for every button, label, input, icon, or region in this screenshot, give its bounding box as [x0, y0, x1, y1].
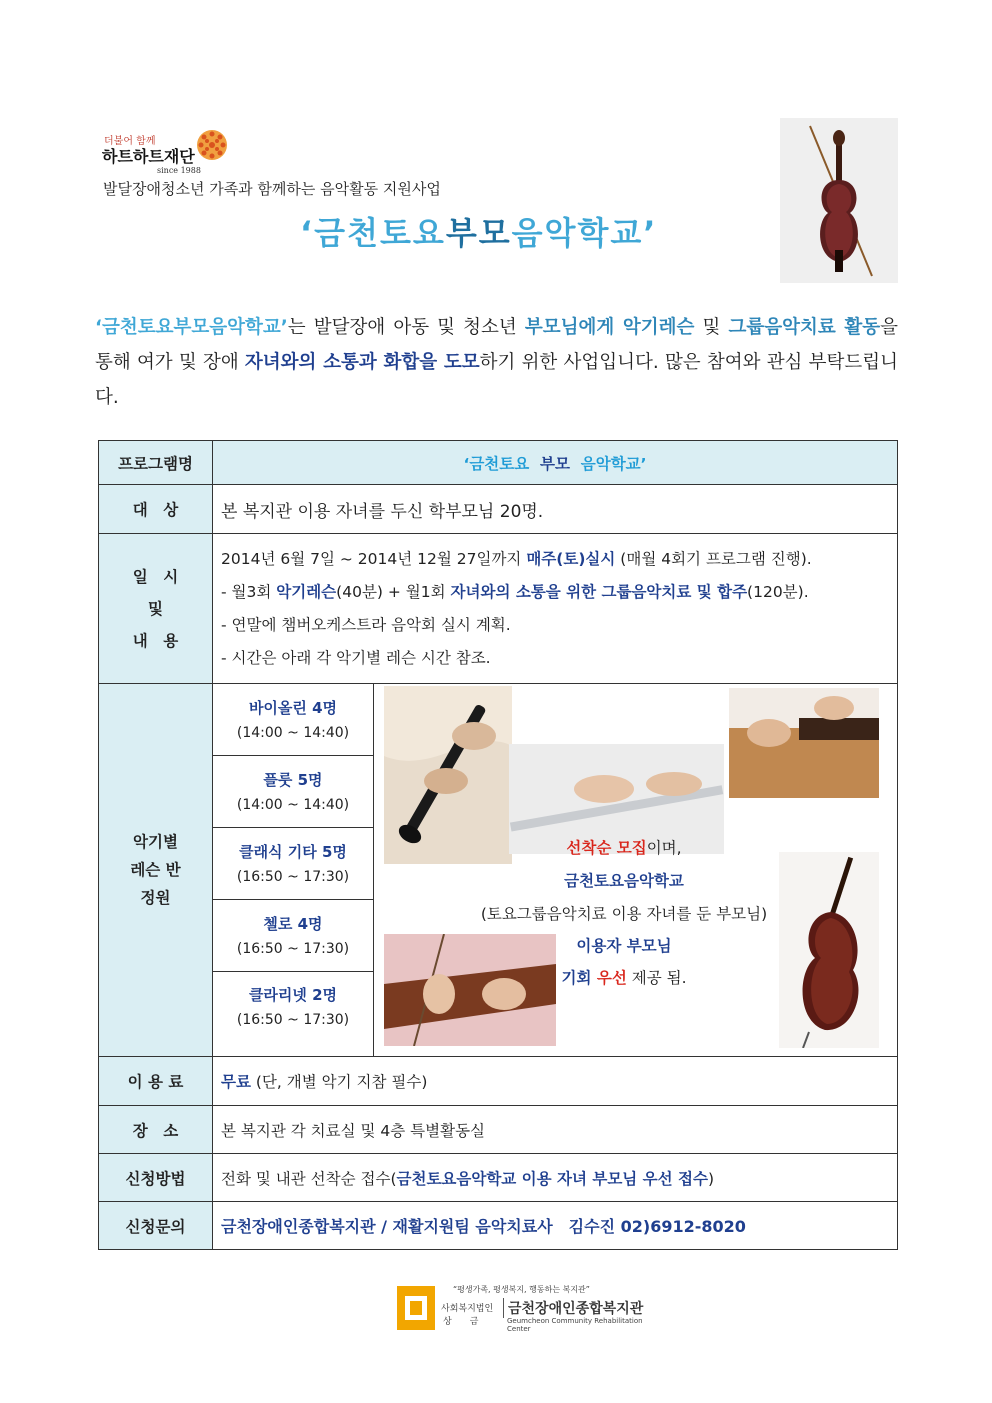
- program-value: ‘금천토요 부모 음악학교’: [213, 441, 898, 485]
- program-subtitle: 발달장애청소년 가족과 함께하는 음악활동 지원사업: [103, 180, 441, 198]
- lessons-collage: [374, 684, 898, 1057]
- foundation-logo: [102, 128, 232, 178]
- contact-label: 신청문의: [99, 1202, 213, 1250]
- center-logo-icon: [397, 1286, 435, 1330]
- recruit-note-line4: 이용자 부모님: [576, 937, 672, 955]
- violin-photo: [780, 118, 898, 283]
- recruit-note-line5: 기회 우선 제공 됨.: [561, 969, 687, 987]
- fee-value: 무료 (단, 개별 악기 지참 필수): [213, 1057, 898, 1106]
- center-name-en: Geumcheon Community Rehabilitation Center: [507, 1317, 643, 1333]
- apply-value: 전화 및 내관 선착순 접수(금천토요음악학교 이용 자녀 부모님 우선 접수): [213, 1154, 898, 1202]
- corp-name: 상 금: [443, 1317, 479, 1327]
- sunflower-logo-icon: [195, 128, 229, 162]
- schedule-label: 일 시 및 내 용: [99, 534, 213, 684]
- lesson-flute: 플룻 5명 (14:00 ~ 14:40): [213, 756, 373, 828]
- fee-label: 이 용 료: [99, 1057, 213, 1106]
- schedule-value: 2014년 6월 7일 ~ 2014년 12월 27일까지 매주(토)실시 (매월 4회기 프로그램 진행). - 월3회 악기레슨(40분) + 월1회 자녀와의 소통을 위한 그룹음악치료 및 합주(120분). - 연말에 챔버오케스트라 음악회 실시 계획. - 시간은 아래 각 악기별 레슨 시간 참조.: [213, 534, 898, 684]
- apply-label: 신청방법: [99, 1154, 213, 1202]
- target-value: 본 복지관 이용 자녀를 두신 학부모님 20명.: [213, 485, 898, 534]
- guitar-photo: [729, 688, 879, 798]
- center-slogan: “평생가족, 평생복지, 행동하는 복지관”: [453, 1285, 590, 1294]
- lessons-label: 악기별 레슨 반 정원: [99, 684, 213, 1057]
- place-value: 본 복지관 각 치료실 및 4층 특별활동실: [213, 1106, 898, 1154]
- lesson-guitar: 클래식 기타 5명 (16:50 ~ 17:30): [213, 828, 373, 900]
- center-name: 금천장애인종합복지관: [503, 1298, 643, 1318]
- fee-row: [99, 1057, 898, 1106]
- contact-row: [99, 1202, 898, 1250]
- page-title: ‘금천토요부모음악학교’: [300, 214, 658, 252]
- corp-label: 사회복지법인: [441, 1304, 494, 1314]
- program-label: 프로그램명: [99, 441, 213, 485]
- center-logo: [397, 1284, 657, 1334]
- program-info-table: [98, 440, 898, 1250]
- foundation-slogan: 더불어 함께: [104, 136, 156, 147]
- contact-value: 금천장애인종합복지관 / 재활지원팀 음악치료사 김수진 02)6912-8020: [213, 1202, 898, 1250]
- target-row: [99, 485, 898, 534]
- lesson-cello: 첼로 4명 (16:50 ~ 17:30): [213, 900, 373, 972]
- apply-row: [99, 1154, 898, 1202]
- intro-paragraph: ‘금천토요부모음악학교’는 발달장애 아동 및 청소년 부모님에게 악기레슨 및 그룹음악치료 활동을 통해 여가 및 장애 자녀와의 소통과 화합을 도모하기 위한 사업입니다. 많은 참여와 관심 부탁드립니다.: [95, 317, 898, 408]
- program-row: [99, 441, 898, 485]
- schedule-row: [99, 534, 898, 684]
- foundation-name: 하트하트재단: [102, 147, 195, 166]
- recruit-note-line1: 선착순 모집이며,: [566, 839, 682, 857]
- lessons-list: [213, 684, 374, 1057]
- lesson-clarinet: 클라리넷 2명 (16:50 ~ 17:30): [236, 986, 350, 1028]
- recruit-note-line2: 금천토요음악학교: [564, 872, 684, 890]
- lessons-row: [99, 684, 898, 1057]
- place-row: [99, 1106, 898, 1154]
- place-label: 장 소: [99, 1106, 213, 1154]
- recruit-note-line3: (토요그룹음악치료 이용 자녀를 둔 부모님): [480, 905, 768, 923]
- target-label: 대 상: [99, 485, 213, 534]
- lesson-violin: 바이올린 4명 (14:00 ~ 14:40): [213, 684, 373, 756]
- foundation-since: since 1988: [157, 166, 201, 175]
